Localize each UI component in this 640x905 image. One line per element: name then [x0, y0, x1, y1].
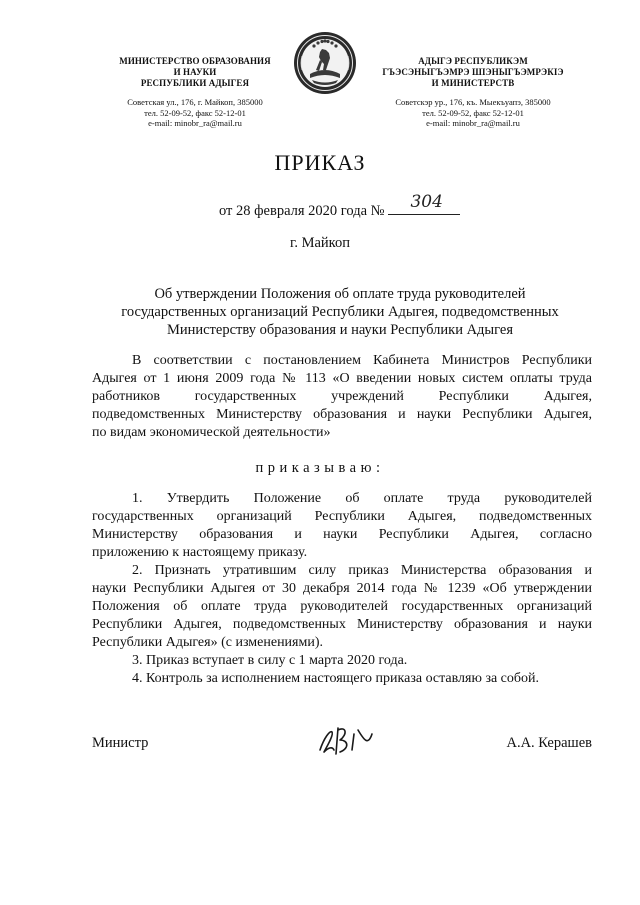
header-right-title-line: ГЪЭСЭНЫГЪЭМРЭ ШIЭНЫГЪЭМРЭКIЭ — [382, 67, 564, 77]
header-right-title-line: АДЫГЭ РЕСПУБЛИКЭМ — [418, 56, 528, 66]
preamble-line: подведомственных Министерству образования и науки Республики Адыгея, — [92, 407, 592, 422]
signer-position: Министр — [92, 735, 149, 751]
header-left-phone: тел. 52-09-52, факс 52-12-01 — [144, 107, 246, 118]
order-number: 304 — [410, 192, 443, 212]
item-line: науки Республики Адыгея от 30 декабря 2014 года № 1239 «Об утверждении — [92, 581, 592, 596]
item-line: 2. Признать утратившим силу приказ Министерства образования и — [132, 563, 592, 578]
order-number-field — [388, 192, 460, 215]
preamble-line: В соответствии с постановлением Кабинета Министров Республики — [132, 353, 592, 368]
order-item-3 — [92, 652, 592, 670]
header-right-title — [368, 56, 578, 89]
header-right-contacts — [368, 97, 578, 129]
item-line: Положения об оплате труда руководителей государственных организаций — [92, 599, 592, 614]
subject-line: Министерству образования и науки Республики Адыгея — [166, 322, 514, 338]
coat-of-arms-icon — [292, 30, 358, 96]
order-word: приказываю: — [255, 460, 385, 476]
city: г. Майкоп — [290, 235, 350, 251]
order-item-2 — [92, 562, 592, 652]
header-left-title-line: И НАУКИ — [173, 67, 217, 77]
order-items — [92, 490, 592, 688]
header-left-title — [95, 56, 295, 89]
header-right-address: Советскэр ур., 176, къ. Мыекъуапэ, 385000 — [395, 97, 551, 107]
header-left-address: Советская ул., 176, г. Майкоп, 385000 — [127, 97, 263, 107]
header-right-title-line: И МИНИСТЕРСТВ — [431, 78, 515, 88]
header-right-email: e-mail: minobr_ra@mail.ru — [426, 118, 520, 128]
item-line: Республики Адыгея» (с изменениями). — [92, 635, 323, 650]
preamble — [92, 352, 592, 442]
preamble-line: по видам экономической деятельности» — [92, 425, 331, 440]
order-item-1 — [92, 490, 592, 562]
item-line: Республики Адыгея, подведомственных Министерству образования и науки — [92, 617, 592, 632]
item-line: 1. Утвердить Положение об оплате труда руководителей — [132, 491, 592, 506]
header-left-contacts — [95, 97, 295, 129]
item-line: 4. Контроль за исполнением настоящего приказа оставляю за собой. — [132, 671, 540, 686]
item-line: Министерству образования и науки Республики Адыгея, согласно — [92, 527, 592, 542]
header-left-title-line: МИНИСТЕРСТВО ОБРАЗОВАНИЯ — [119, 56, 271, 66]
header-right-phone: тел. 52-09-52, факс 52-12-01 — [422, 107, 524, 118]
document-title: ПРИКАЗ — [274, 150, 366, 175]
item-line: государственных организаций Республики Адыгея, подведомственных — [92, 509, 592, 524]
header-left — [95, 56, 295, 129]
preamble-line: работников государственных учреждений Республики Адыгея, — [92, 389, 592, 404]
subject-line: Об утверждении Положения об оплате труда руководителей — [154, 286, 526, 302]
order-subject — [95, 285, 585, 339]
header-left-email: e-mail: minobr_ra@mail.ru — [148, 118, 242, 128]
item-line: приложению к настоящему приказу. — [92, 545, 308, 560]
header-right — [368, 56, 578, 129]
order-date: от 28 февраля 2020 года № — [219, 203, 385, 219]
header-left-title-line: РЕСПУБЛИКИ АДЫГЕЯ — [140, 78, 250, 88]
date-line — [219, 192, 460, 220]
preamble-line: Адыгея от 1 июня 2009 года № 113 «О введении новых систем оплаты труда — [92, 371, 592, 386]
item-line: 3. Приказ вступает в силу с 1 марта 2020 года. — [132, 653, 408, 668]
order-item-4 — [92, 670, 592, 688]
signature-icon — [314, 720, 384, 760]
subject-line: государственных организаций Республики Адыгея, подведомственных — [121, 304, 559, 320]
signer-name: А.А. Керашев — [506, 735, 592, 751]
